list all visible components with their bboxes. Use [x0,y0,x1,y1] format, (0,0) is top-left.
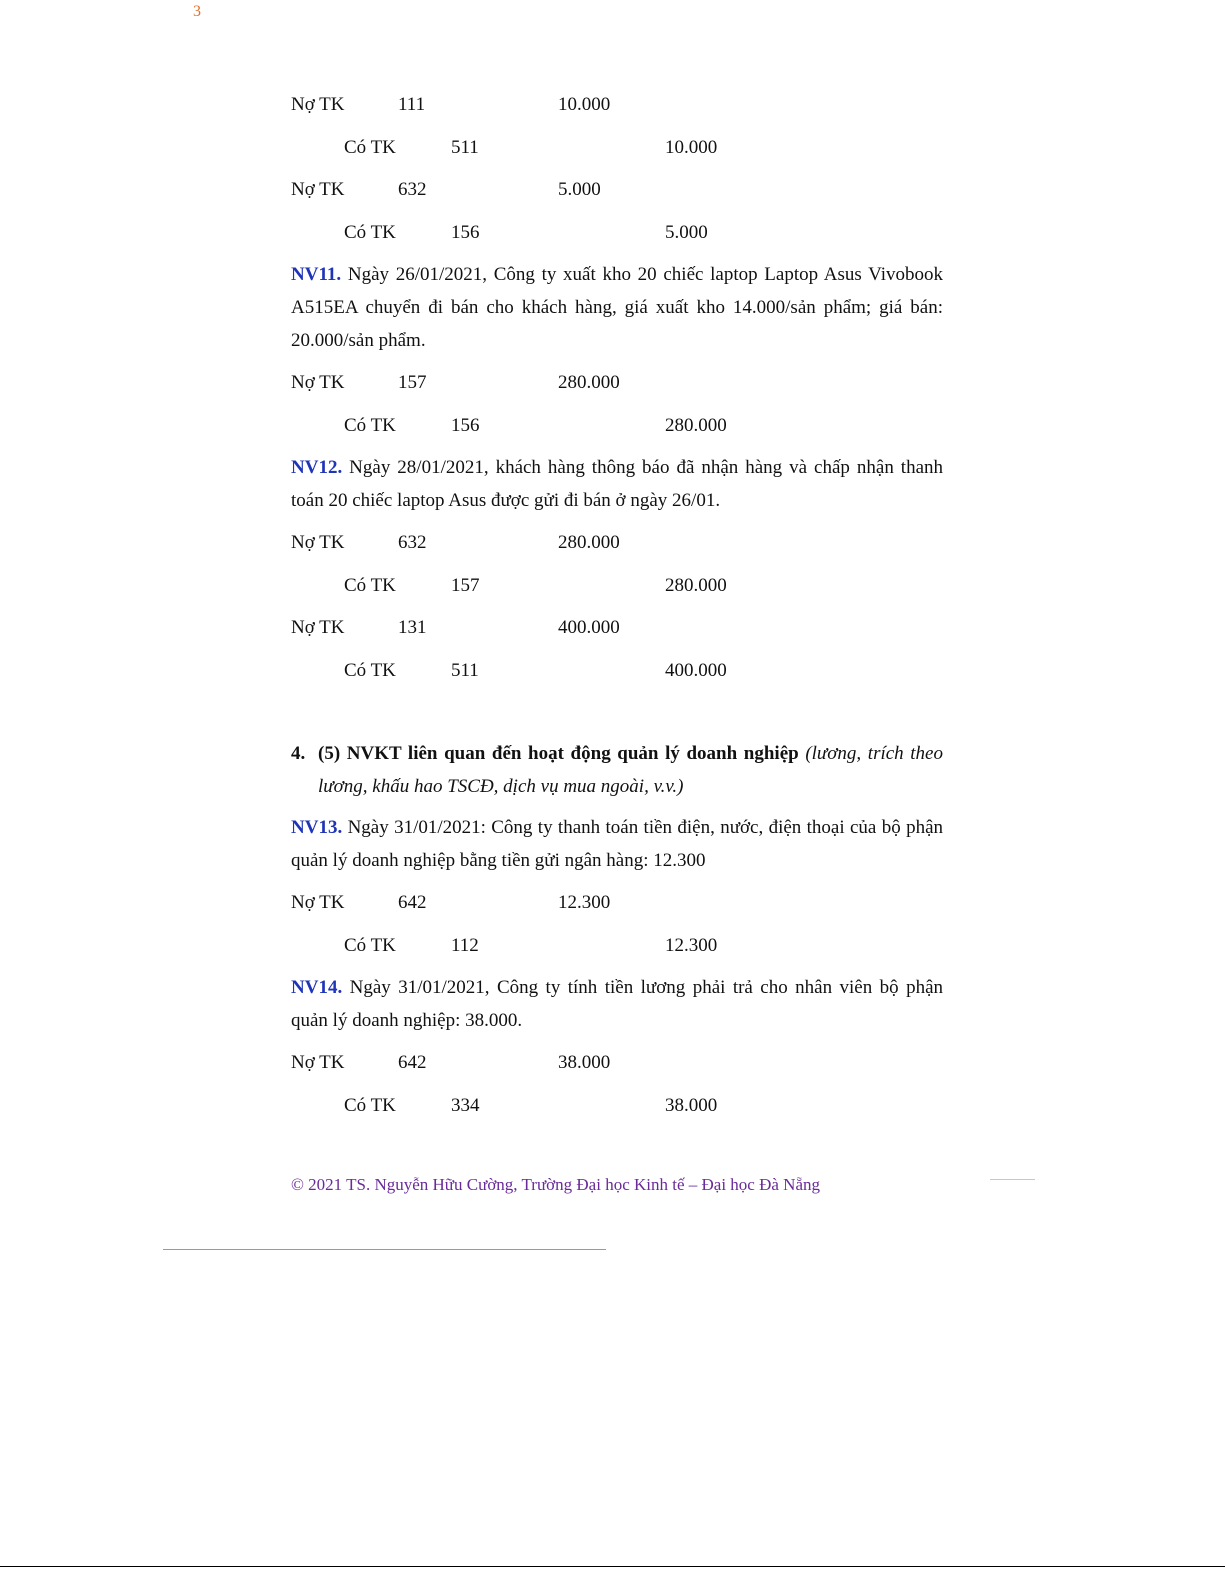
entry-account: 642 [398,1052,427,1073]
entry-label: Có TK [344,574,396,596]
entry-account: 511 [451,659,479,681]
footnote-separator [163,1249,606,1250]
entry-account: 111 [398,94,426,115]
transaction-description [291,971,943,1037]
transaction-description [291,811,943,877]
footer-divider [990,1179,1035,1180]
footer-copyright: © 2021 TS. Nguyễn Hữu Cường, Trường Đại học Kinh tế – Đại học Đà Nẵng [291,1175,820,1194]
entry-label: Nợ TK [291,372,345,393]
entry-account: 157 [451,574,480,596]
entry-label: Có TK [344,136,396,158]
entry-amount: 38.000 [558,1052,611,1073]
entry-amount: 12.300 [665,934,718,956]
transaction-label: NV12. [291,457,343,478]
entry-amount: 5.000 [558,179,601,200]
debit-entry [291,88,943,131]
entry-amount: 280.000 [558,532,620,553]
credit-entry [291,216,943,259]
entry-amount: 400.000 [665,659,727,681]
page-bottom-edge [0,1566,1225,1567]
entry-amount: 400.000 [558,617,620,638]
entry-amount: 5.000 [665,221,708,243]
credit-entry [291,654,943,697]
section-heading [291,737,943,803]
entry-account: 632 [398,532,427,553]
debit-entry [291,526,943,569]
transaction-description [291,451,943,517]
transaction-label: NV11. [291,264,342,285]
entry-amount: 280.000 [558,372,620,393]
transaction-label: NV13. [291,817,343,838]
entry-label: Nợ TK [291,532,345,553]
transaction-text: Ngày 31/01/2021, Công ty tính tiền lương phải trả cho nhân viên bộ phận quản lý doanh nghiệp: 38.000. [291,977,944,1031]
debit-entry [291,611,943,654]
entry-label: Có TK [344,221,396,243]
transaction-label: NV14. [291,977,343,998]
entry-account: 642 [398,892,427,913]
entry-account: 156 [451,221,480,243]
section-body [318,737,943,803]
entry-label: Nợ TK [291,1052,345,1073]
entry-label: Nợ TK [291,617,345,638]
entry-account: 156 [451,414,480,436]
entry-account: 334 [451,1094,480,1116]
entry-label: Có TK [344,414,396,436]
entry-amount: 10.000 [665,136,718,158]
page-number: 3 [193,3,201,20]
section-number: 4. [291,743,306,764]
entry-label: Nợ TK [291,892,345,913]
entry-label: Nợ TK [291,179,345,200]
credit-entry [291,569,943,612]
entry-label: Nợ TK [291,94,345,115]
transaction-text: Ngày 28/01/2021, khách hàng thông báo đã nhận hàng và chấp nhận thanh toán 20 chiếc laptop Asus được gửi đi bán ở ngày 26/01. [291,457,943,511]
credit-entry [291,409,943,452]
credit-entry [291,1089,943,1132]
transaction-description [291,258,943,357]
entry-amount: 38.000 [665,1094,718,1116]
entry-account: 632 [398,179,427,200]
entry-account: 112 [451,934,479,956]
section-title: (5) NVKT liên quan đến hoạt động quản lý doanh nghiệp [318,743,799,764]
debit-entry [291,1046,943,1089]
credit-entry [291,131,943,174]
debit-entry [291,886,943,929]
debit-entry [291,366,943,409]
entry-amount: 10.000 [558,94,611,115]
debit-entry [291,173,943,216]
entry-label: Có TK [344,659,396,681]
credit-entry [291,929,943,972]
entry-account: 511 [451,136,479,158]
section-note: (lương, trích theo lương, khấu hao TSCĐ, dịch vụ mua ngoài, v.v.) [318,743,943,797]
entry-label: Có TK [344,934,396,956]
entry-amount: 12.300 [558,892,611,913]
transaction-text: Ngày 31/01/2021: Công ty thanh toán tiền điện, nước, điện thoại của bộ phận quản lý doanh nghiệp bằng tiền gửi ngân hàng: 12.300 [291,817,943,871]
entry-amount: 280.000 [665,414,727,436]
entry-label: Có TK [344,1094,396,1116]
entry-amount: 280.000 [665,574,727,596]
entry-account: 131 [398,617,427,638]
transaction-text: Ngày 26/01/2021, Công ty xuất kho 20 chiếc laptop Laptop Asus Vivobook A515EA chuyển đi bán cho khách hàng, giá xuất kho 14.000/sản phẩm; giá bán: 20.000/sản phẩm. [291,264,943,351]
entry-account: 157 [398,372,427,393]
document-body [291,88,943,1131]
